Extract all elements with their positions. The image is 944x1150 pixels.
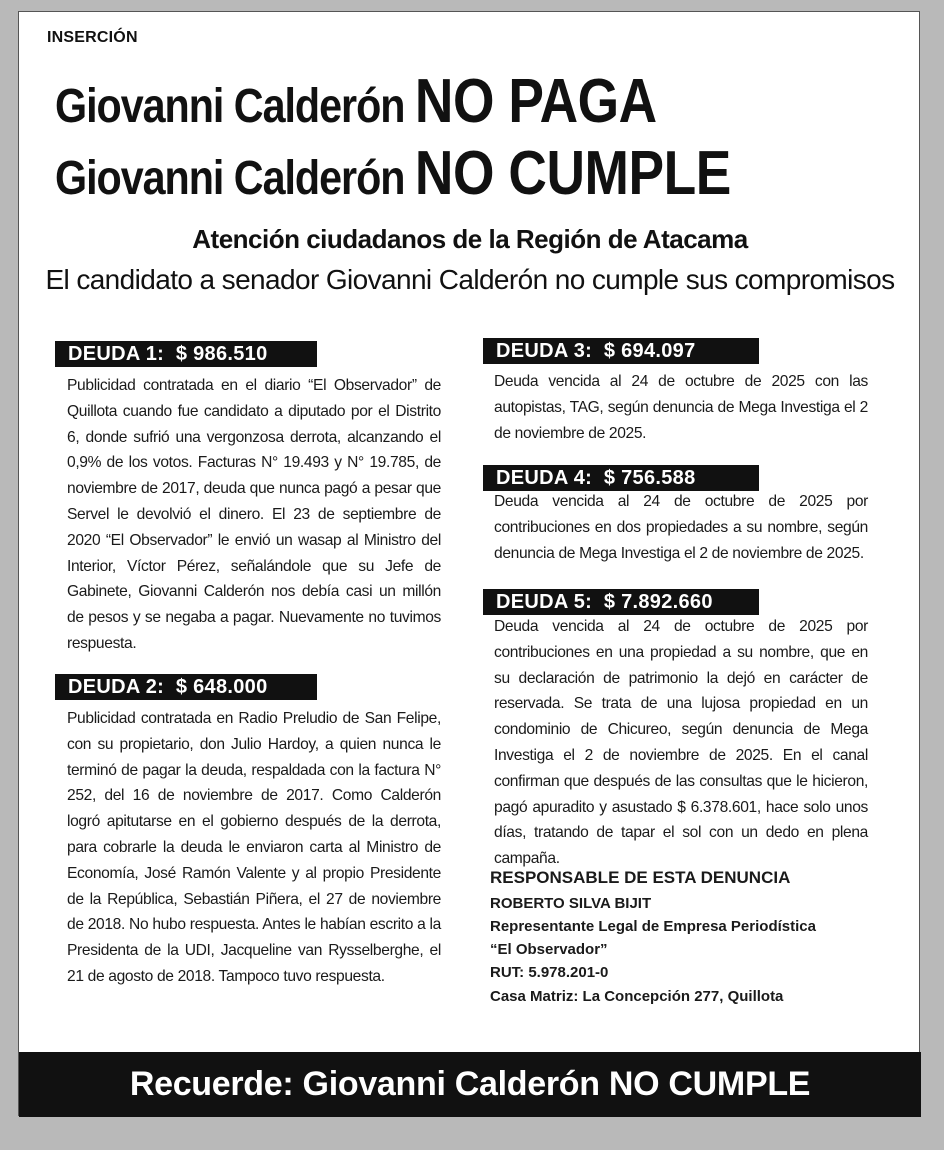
debt-3-text: Deuda vencida al 24 de octubre de 2025 con las autopistas, TAG, según denuncia de Mega Investiga el 2 de noviembre de 2025. [494, 373, 868, 442]
responsible-rut: RUT: 5.978.201-0 [490, 964, 609, 981]
debt-1-text: Publicidad contratada en el diario “El Observador” de Quillota cuando fue candidato a diputado por el Distrito 6, donde sufrió una vergonzosa derrota, alcanzando el 0,9% de los votos. Facturas N° 19.493 y N° 19.785, de noviembre de 2017, deuda que nunca pagó a pesar que Servel le devolvió el dinero. El 23 de septiembre de 2020 “El Observador” le envió un wasap al Ministro del Interior, Víctor Pérez, señalándole que su Jefe de Gabinete, Giovanni Calderón nos debía casi un millón de pesos y se negaba a pagar. Nuevamente no tuvimos respuesta. [67, 377, 441, 652]
debt-2-badge: DEUDA 2: $ 648.000 [55, 674, 317, 700]
headline-emphasis: NO CUMPLE [414, 139, 731, 208]
subtitle-attention: Atención ciudadanos de la Región de Atacama [192, 224, 748, 254]
insertion-tag: INSERCIÓN [47, 29, 138, 46]
debt-3-badge: DEUDA 3: $ 694.097 [483, 338, 759, 364]
responsible-role: Representante Legal de Empresa Periodística [490, 918, 816, 935]
headline-emphasis: NO PAGA [414, 67, 657, 136]
headline-name: Giovanni Calderón [55, 80, 415, 133]
subtitle-candidate: El candidato a senador Giovanni Calderón no cumple sus compromisos [45, 264, 895, 295]
responsible-name: ROBERTO SILVA BIJIT [490, 895, 652, 912]
responsible-address: Casa Matriz: La Concepción 277, Quillota [490, 988, 784, 1005]
headline-name: Giovanni Calderón [55, 152, 415, 205]
debt-4-text: Deuda vencida al 24 de octubre de 2025 por contribuciones en dos propiedades a su nombre, según denuncia de Mega Investiga el 2 de noviembre de 2025. [494, 493, 868, 562]
debt-5-badge: DEUDA 5: $ 7.892.660 [483, 589, 759, 615]
debt-1-badge: DEUDA 1: $ 986.510 [55, 341, 317, 367]
footer-banner: Recuerde: Giovanni Calderón NO CUMPLE [19, 1052, 921, 1117]
headline-line-2 [55, 139, 786, 208]
debt-2-text: Publicidad contratada en Radio Preludio de San Felipe, con su propietario, don Julio Hardoy, a quien nunca le terminó de pagar la deuda, respaldada con la factura N° 252, del 16 de noviembre de 2017. Como Calderón logró apitutarse en el gobierno después de la derrota, para cobrarle la deuda le enviaron carta al Ministro de Economía, José Ramón Valente y al propio Presidente de la República, Sebastián Piñera, el 27 de noviembre de 2018. No hubo respuesta. Antes le habían escrito a la Presidenta de la UDI, Jacqueline van Rysselberghe, el 21 de agosto de 2018. Tampoco tuvo respuesta. [67, 710, 441, 985]
headline-line-1 [55, 67, 786, 136]
debt-5-text: Deuda vencida al 24 de octubre de 2025 por contribuciones en una propiedad a su nombre, que en su declaración de patrimonio la dejó en carácter de reservada. Se trata de una lujosa propiedad en un condominio de Chicureo, según denuncia de Mega Investiga el 2 de noviembre de 2025. En el canal confirman que después de las consultas que le hicieron, pagó apuradito y asustado $ 6.378.601, hace solo unos días, tratando de tapar el sol con un dedo en plena campaña. [494, 618, 868, 868]
responsible-title: RESPONSABLE DE ESTA DENUNCIA [490, 868, 791, 887]
advertisement [18, 11, 920, 1116]
debt-4-badge: DEUDA 4: $ 756.588 [483, 465, 759, 491]
responsible-company: “El Observador” [490, 941, 608, 958]
